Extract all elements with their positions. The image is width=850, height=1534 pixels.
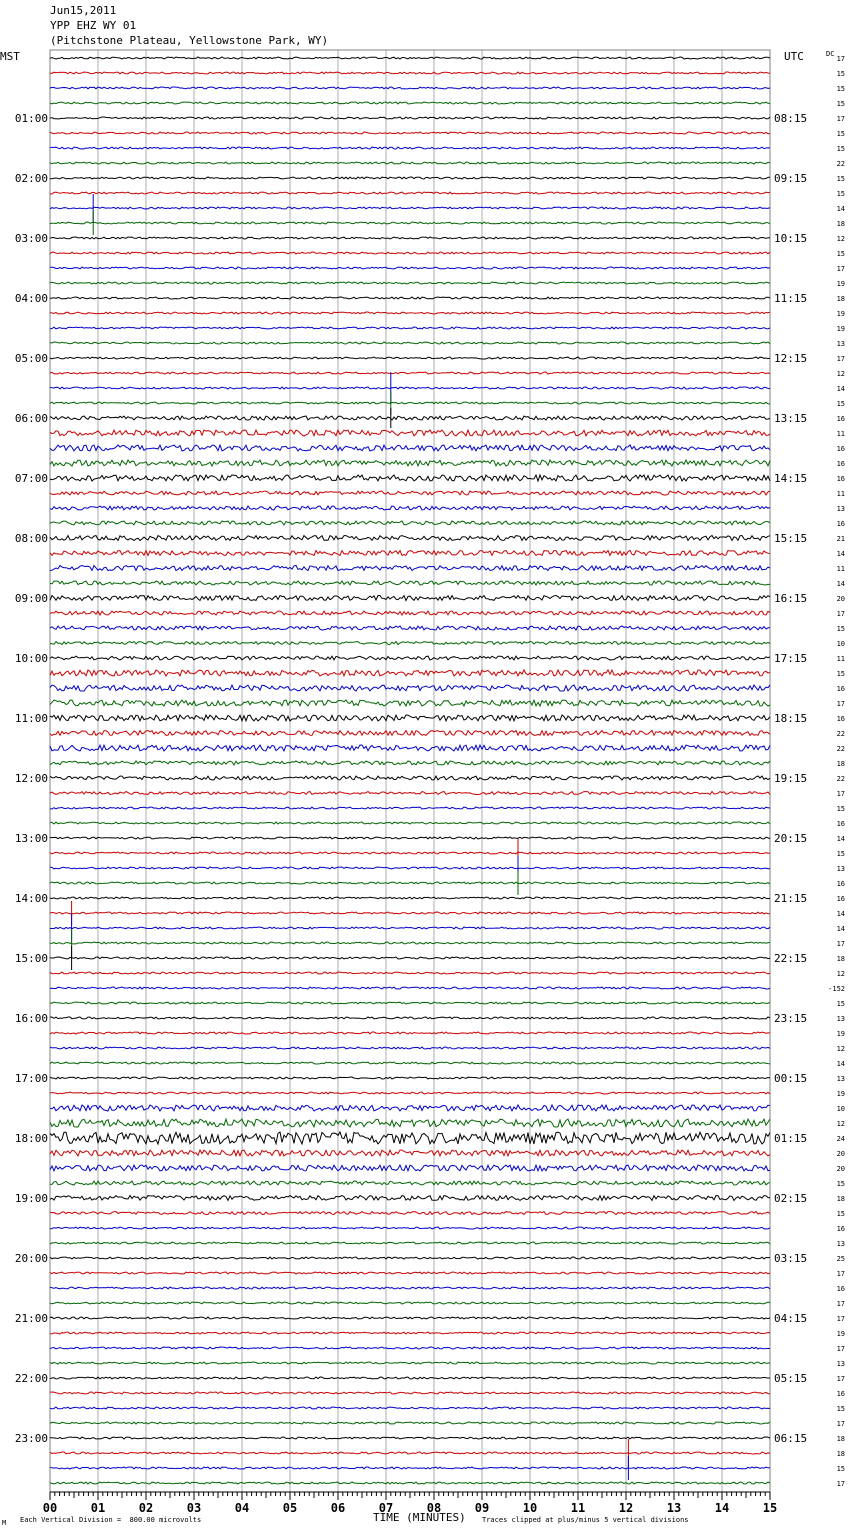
x-tick-label: 05 bbox=[282, 1501, 298, 1515]
mst-time-label: 01:00 bbox=[14, 112, 48, 125]
trace-row-31 bbox=[50, 521, 770, 525]
trace-row-4 bbox=[50, 117, 770, 119]
trace-row-74 bbox=[50, 1165, 770, 1171]
dc-offset-label: 13 bbox=[836, 340, 845, 348]
header-location: (Pitchstone Plateau, Yellowstone Park, WY) bbox=[50, 34, 329, 47]
trace-row-91 bbox=[50, 1422, 770, 1424]
mst-time-label: 22:00 bbox=[14, 1372, 48, 1385]
utc-time-label: 00:15 bbox=[774, 1072, 808, 1085]
dc-offset-label: 16 bbox=[836, 460, 845, 468]
trace-row-79 bbox=[50, 1242, 770, 1244]
utc-time-label: 13:15 bbox=[774, 412, 808, 425]
dc-offset-label: 19 bbox=[836, 1330, 845, 1338]
dc-offset-label: 17 bbox=[836, 700, 845, 708]
utc-time-label: 02:15 bbox=[774, 1192, 808, 1205]
dc-offset-label: 10 bbox=[836, 1105, 845, 1113]
trace-row-34 bbox=[50, 566, 770, 571]
trace-row-25 bbox=[50, 430, 770, 436]
trace-row-20 bbox=[50, 357, 770, 359]
trace-row-26 bbox=[50, 445, 770, 451]
mst-time-label: 19:00 bbox=[14, 1192, 48, 1205]
dc-offset-label: 12 bbox=[836, 370, 845, 378]
dc-offset-label: 17 bbox=[836, 790, 845, 798]
dc-offset-label: 15 bbox=[836, 100, 845, 108]
dc-axis-title: DC bbox=[826, 50, 835, 58]
utc-time-label: 22:15 bbox=[774, 952, 808, 965]
utc-time-label: 11:15 bbox=[774, 292, 808, 305]
dc-offset-label: 18 bbox=[836, 1450, 845, 1458]
utc-time-label: 23:15 bbox=[774, 1012, 808, 1025]
trace-row-57 bbox=[50, 912, 770, 914]
trace-row-11 bbox=[50, 222, 770, 224]
dc-offset-label: 16 bbox=[836, 520, 845, 528]
trace-row-21 bbox=[50, 372, 770, 374]
trace-row-15 bbox=[50, 282, 770, 284]
trace-row-88 bbox=[50, 1377, 770, 1379]
trace-row-44 bbox=[50, 715, 770, 721]
dc-offset-label: 14 bbox=[836, 550, 845, 558]
dc-offset-label: 14 bbox=[836, 205, 845, 213]
trace-row-23 bbox=[50, 402, 770, 404]
dc-offset-label: 11 bbox=[836, 490, 845, 498]
dc-offset-label: 22 bbox=[836, 775, 845, 783]
dc-offset-label: 14 bbox=[836, 580, 845, 588]
mst-time-label: 17:00 bbox=[14, 1072, 48, 1085]
trace-row-9 bbox=[50, 192, 770, 194]
mst-time-label: 21:00 bbox=[14, 1312, 48, 1325]
dc-offset-label: 16 bbox=[836, 445, 845, 453]
dc-offset-label: 12 bbox=[836, 970, 845, 978]
dc-offset-label: 19 bbox=[836, 1090, 845, 1098]
dc-offset-label: 17 bbox=[836, 265, 845, 273]
dc-offset-label: 18 bbox=[836, 955, 845, 963]
x-tick-label: 01 bbox=[90, 1501, 106, 1515]
dc-offset-label: 20 bbox=[836, 595, 845, 603]
utc-time-label: 08:15 bbox=[774, 112, 808, 125]
x-axis-label: TIME (MINUTES) bbox=[373, 1511, 466, 1524]
trace-row-68 bbox=[50, 1077, 770, 1079]
dc-offset-label: 14 bbox=[836, 835, 845, 843]
x-tick-label: 00 bbox=[42, 1501, 58, 1515]
trace-row-29 bbox=[50, 491, 770, 495]
dc-offset-label: 16 bbox=[836, 685, 845, 693]
dc-offset-label: 19 bbox=[836, 280, 845, 288]
dc-offset-label: 22 bbox=[836, 730, 845, 738]
utc-time-label: 17:15 bbox=[774, 652, 808, 665]
dc-offset-label: 17 bbox=[836, 1300, 845, 1308]
trace-row-38 bbox=[50, 626, 770, 630]
trace-row-41 bbox=[50, 670, 770, 676]
dc-offset-label: 15 bbox=[836, 1000, 845, 1008]
dc-offset-label: 17 bbox=[836, 115, 845, 123]
dc-offset-label: 24 bbox=[836, 1135, 845, 1143]
mst-time-label: 04:00 bbox=[14, 292, 48, 305]
utc-time-label: 03:15 bbox=[774, 1252, 808, 1265]
trace-group bbox=[50, 57, 770, 1484]
utc-time-label: 04:15 bbox=[774, 1312, 808, 1325]
trace-row-28 bbox=[50, 475, 770, 481]
dc-offset-label: 15 bbox=[836, 1465, 845, 1473]
dc-offset-label: 15 bbox=[836, 805, 845, 813]
dc-offset-label: 18 bbox=[836, 295, 845, 303]
trace-row-51 bbox=[50, 822, 770, 824]
trace-row-17 bbox=[50, 312, 770, 314]
trace-row-83 bbox=[50, 1302, 770, 1304]
trace-row-60 bbox=[50, 957, 770, 959]
x-tick-label: 11 bbox=[570, 1501, 586, 1515]
dc-offset-label: 14 bbox=[836, 1060, 845, 1068]
dc-offset-label: 18 bbox=[836, 760, 845, 768]
trace-row-30 bbox=[50, 506, 770, 510]
dc-offset-label: 17 bbox=[836, 1375, 845, 1383]
trace-row-0 bbox=[50, 57, 770, 59]
utc-time-label: 09:15 bbox=[774, 172, 808, 185]
dc-offset-label: 22 bbox=[836, 745, 845, 753]
utc-time-label: 19:15 bbox=[774, 772, 808, 785]
dc-offset-label: 25 bbox=[836, 1255, 845, 1263]
trace-row-37 bbox=[50, 611, 770, 615]
trace-row-42 bbox=[50, 685, 770, 691]
trace-row-8 bbox=[50, 177, 770, 179]
trace-row-24 bbox=[50, 416, 770, 420]
mst-time-label: 06:00 bbox=[14, 412, 48, 425]
trace-row-94 bbox=[50, 1467, 770, 1469]
mst-time-label: 08:00 bbox=[14, 532, 48, 545]
dc-offset-label: 16 bbox=[836, 1225, 845, 1233]
x-tick-label: 07 bbox=[378, 1501, 394, 1515]
dc-offset-label: 13 bbox=[836, 1240, 845, 1248]
dc-offset-label: 17 bbox=[836, 610, 845, 618]
mst-axis-title: MST bbox=[0, 50, 20, 63]
trace-row-35 bbox=[50, 581, 770, 585]
mst-time-label: 20:00 bbox=[14, 1252, 48, 1265]
dc-offset-label: 13 bbox=[836, 865, 845, 873]
trace-row-19 bbox=[50, 342, 770, 344]
trace-row-93 bbox=[50, 1452, 770, 1454]
trace-row-18 bbox=[50, 327, 770, 329]
trace-row-63 bbox=[50, 1002, 770, 1004]
trace-row-55 bbox=[50, 882, 770, 884]
utc-time-label: 14:15 bbox=[774, 472, 808, 485]
trace-row-72 bbox=[50, 1132, 770, 1144]
utc-time-label: 18:15 bbox=[774, 712, 808, 725]
header-date: Jun15,2011 bbox=[50, 4, 117, 17]
mst-time-label: 13:00 bbox=[14, 832, 48, 845]
trace-row-7 bbox=[50, 162, 770, 164]
dc-offset-label: 10 bbox=[836, 640, 845, 648]
mst-time-label: 12:00 bbox=[14, 772, 48, 785]
trace-row-50 bbox=[50, 807, 770, 809]
trace-row-78 bbox=[50, 1227, 770, 1229]
trace-row-43 bbox=[50, 700, 770, 706]
utc-time-label: 01:15 bbox=[774, 1132, 808, 1145]
trace-row-36 bbox=[50, 596, 770, 601]
trace-row-27 bbox=[50, 460, 770, 466]
dc-offset-label: 15 bbox=[836, 190, 845, 198]
dc-offset-label: 19 bbox=[836, 325, 845, 333]
header-station: YPP EHZ WY 01 bbox=[50, 19, 137, 32]
dc-offset-label: 15 bbox=[836, 1210, 845, 1218]
trace-row-3 bbox=[50, 102, 770, 104]
mst-time-label: 09:00 bbox=[14, 592, 48, 605]
dc-offset-label: 12 bbox=[836, 1120, 845, 1128]
dc-offset-label: 15 bbox=[836, 175, 845, 183]
dc-offset-label: 17 bbox=[836, 1420, 845, 1428]
trace-row-10 bbox=[50, 207, 770, 209]
x-tick-label: 08 bbox=[426, 1501, 442, 1515]
mst-time-label: 11:00 bbox=[14, 712, 48, 725]
dc-offset-label: -152 bbox=[828, 985, 845, 993]
plot-frame bbox=[50, 50, 770, 1492]
trace-row-85 bbox=[50, 1332, 770, 1334]
dc-offset-label: 15 bbox=[836, 670, 845, 678]
dc-offset-label: 13 bbox=[836, 505, 845, 513]
dc-offset-label: 19 bbox=[836, 1030, 845, 1038]
dc-offset-label: 19 bbox=[836, 310, 845, 318]
x-tick-label: 03 bbox=[186, 1501, 202, 1515]
dc-offset-label: 15 bbox=[836, 850, 845, 858]
mst-time-label: 02:00 bbox=[14, 172, 48, 185]
mst-time-label: 15:00 bbox=[14, 952, 48, 965]
trace-row-13 bbox=[50, 252, 770, 254]
utc-time-label: 06:15 bbox=[774, 1432, 808, 1445]
dc-offset-label: 15 bbox=[836, 1180, 845, 1188]
utc-time-label: 21:15 bbox=[774, 892, 808, 905]
trace-row-52 bbox=[50, 837, 770, 839]
utc-time-label: 05:15 bbox=[774, 1372, 808, 1385]
mst-time-label: 10:00 bbox=[14, 652, 48, 665]
dc-offset-label: 17 bbox=[836, 1345, 845, 1353]
utc-time-label: 16:15 bbox=[774, 592, 808, 605]
trace-row-77 bbox=[50, 1212, 770, 1215]
trace-row-22 bbox=[50, 387, 770, 389]
trace-row-87 bbox=[50, 1362, 770, 1364]
dc-offset-label: 21 bbox=[836, 535, 845, 543]
dc-offset-label: 18 bbox=[836, 1195, 845, 1203]
trace-row-48 bbox=[50, 776, 770, 780]
dc-offset-label: 14 bbox=[836, 925, 845, 933]
trace-row-53 bbox=[50, 852, 770, 854]
trace-row-59 bbox=[50, 942, 770, 944]
trace-row-12 bbox=[50, 237, 770, 239]
dc-offset-label: 17 bbox=[836, 1270, 845, 1278]
dc-offset-label: 11 bbox=[836, 430, 845, 438]
dc-offset-label: 16 bbox=[836, 820, 845, 828]
utc-time-label: 20:15 bbox=[774, 832, 808, 845]
trace-row-84 bbox=[50, 1317, 770, 1319]
x-tick-label: 02 bbox=[138, 1501, 154, 1515]
trace-row-39 bbox=[50, 642, 770, 645]
x-tick-label: 15 bbox=[762, 1501, 778, 1515]
trace-row-82 bbox=[50, 1287, 770, 1289]
trace-row-71 bbox=[50, 1119, 770, 1127]
trace-row-33 bbox=[50, 551, 770, 556]
dc-offset-label: 15 bbox=[836, 625, 845, 633]
dc-offset-label: 16 bbox=[836, 1285, 845, 1293]
dc-offset-label: 14 bbox=[836, 385, 845, 393]
trace-row-1 bbox=[50, 72, 770, 74]
mst-time-label: 07:00 bbox=[14, 472, 48, 485]
mst-time-label: 18:00 bbox=[14, 1132, 48, 1145]
trace-row-75 bbox=[50, 1181, 770, 1185]
trace-row-73 bbox=[50, 1150, 770, 1156]
trace-row-47 bbox=[50, 761, 770, 765]
trace-row-56 bbox=[50, 897, 770, 899]
x-tick-label: 12 bbox=[618, 1501, 634, 1515]
mst-time-label: 05:00 bbox=[14, 352, 48, 365]
trace-row-92 bbox=[50, 1437, 770, 1439]
mst-time-label: 16:00 bbox=[14, 1012, 48, 1025]
dc-offset-label: 18 bbox=[836, 220, 845, 228]
dc-offset-label: 14 bbox=[836, 910, 845, 918]
dc-offset-label: 17 bbox=[836, 1315, 845, 1323]
trace-row-95 bbox=[50, 1482, 770, 1484]
trace-row-86 bbox=[50, 1347, 770, 1349]
trace-row-70 bbox=[50, 1105, 770, 1111]
utc-axis-title: UTC bbox=[784, 50, 804, 63]
dc-offset-label: 16 bbox=[836, 415, 845, 423]
utc-time-label: 10:15 bbox=[774, 232, 808, 245]
scale-note: Each Vertical Division = 800.00 microvolts bbox=[20, 1516, 202, 1524]
trace-row-66 bbox=[50, 1047, 770, 1049]
trace-row-14 bbox=[50, 267, 770, 269]
dc-offset-label: 16 bbox=[836, 880, 845, 888]
utc-time-label: 15:15 bbox=[774, 532, 808, 545]
dc-offset-label: 15 bbox=[836, 1405, 845, 1413]
trace-row-49 bbox=[50, 792, 770, 795]
mst-time-label: 03:00 bbox=[14, 232, 48, 245]
x-tick-label: 14 bbox=[714, 1501, 730, 1515]
trace-row-81 bbox=[50, 1272, 770, 1274]
dc-offset-label: 15 bbox=[836, 70, 845, 78]
dc-offset-label: 13 bbox=[836, 1075, 845, 1083]
dc-offset-label: 17 bbox=[836, 1480, 845, 1488]
x-tick-label: 13 bbox=[666, 1501, 682, 1515]
dc-offset-label: 17 bbox=[836, 940, 845, 948]
dc-offset-label: 16 bbox=[836, 1390, 845, 1398]
trace-row-89 bbox=[50, 1392, 770, 1394]
dc-offset-label: 22 bbox=[836, 160, 845, 168]
trace-row-65 bbox=[50, 1032, 770, 1034]
trace-row-46 bbox=[50, 745, 770, 751]
corner-mark: M bbox=[2, 1519, 7, 1527]
utc-time-label: 12:15 bbox=[774, 352, 808, 365]
dc-offset-label: 16 bbox=[836, 475, 845, 483]
dc-offset-label: 13 bbox=[836, 1015, 845, 1023]
clip-note: Traces clipped at plus/minus 5 vertical divisions bbox=[482, 1516, 689, 1524]
x-tick-label: 06 bbox=[330, 1501, 346, 1515]
trace-row-64 bbox=[50, 1017, 770, 1019]
dc-offset-label: 12 bbox=[836, 235, 845, 243]
trace-row-61 bbox=[50, 972, 770, 974]
mst-time-label: 23:00 bbox=[14, 1432, 48, 1445]
trace-row-80 bbox=[50, 1257, 770, 1259]
trace-row-5 bbox=[50, 132, 770, 134]
dc-offset-label: 11 bbox=[836, 655, 845, 663]
x-tick-label: 10 bbox=[522, 1501, 538, 1515]
x-tick-label: 09 bbox=[474, 1501, 490, 1515]
trace-row-62 bbox=[50, 987, 770, 989]
trace-row-40 bbox=[50, 656, 770, 660]
dc-offset-label: 15 bbox=[836, 85, 845, 93]
trace-row-58 bbox=[50, 927, 770, 929]
mst-time-label: 14:00 bbox=[14, 892, 48, 905]
dc-offset-label: 20 bbox=[836, 1165, 845, 1173]
dc-offset-label: 17 bbox=[836, 55, 845, 63]
dc-offset-label: 15 bbox=[836, 145, 845, 153]
trace-row-54 bbox=[50, 867, 770, 869]
trace-row-76 bbox=[50, 1196, 770, 1201]
dc-offset-label: 20 bbox=[836, 1150, 845, 1158]
x-tick-label: 04 bbox=[234, 1501, 250, 1515]
dc-offset-label: 15 bbox=[836, 250, 845, 258]
plot-grid bbox=[50, 50, 770, 1492]
dc-offset-label: 11 bbox=[836, 565, 845, 573]
dc-offset-label: 18 bbox=[836, 1435, 845, 1443]
dc-offset-label: 15 bbox=[836, 400, 845, 408]
trace-row-2 bbox=[50, 87, 770, 89]
dc-offset-label: 13 bbox=[836, 1360, 845, 1368]
trace-row-69 bbox=[50, 1092, 770, 1094]
dc-offset-label: 15 bbox=[836, 130, 845, 138]
trace-row-32 bbox=[50, 536, 770, 541]
dc-offset-label: 17 bbox=[836, 355, 845, 363]
dc-offset-label: 16 bbox=[836, 715, 845, 723]
trace-row-67 bbox=[50, 1062, 770, 1064]
trace-row-45 bbox=[50, 731, 770, 736]
trace-row-6 bbox=[50, 147, 770, 149]
dc-offset-label: 12 bbox=[836, 1045, 845, 1053]
trace-row-16 bbox=[50, 297, 770, 299]
dc-offset-label: 16 bbox=[836, 895, 845, 903]
trace-row-90 bbox=[50, 1407, 770, 1409]
